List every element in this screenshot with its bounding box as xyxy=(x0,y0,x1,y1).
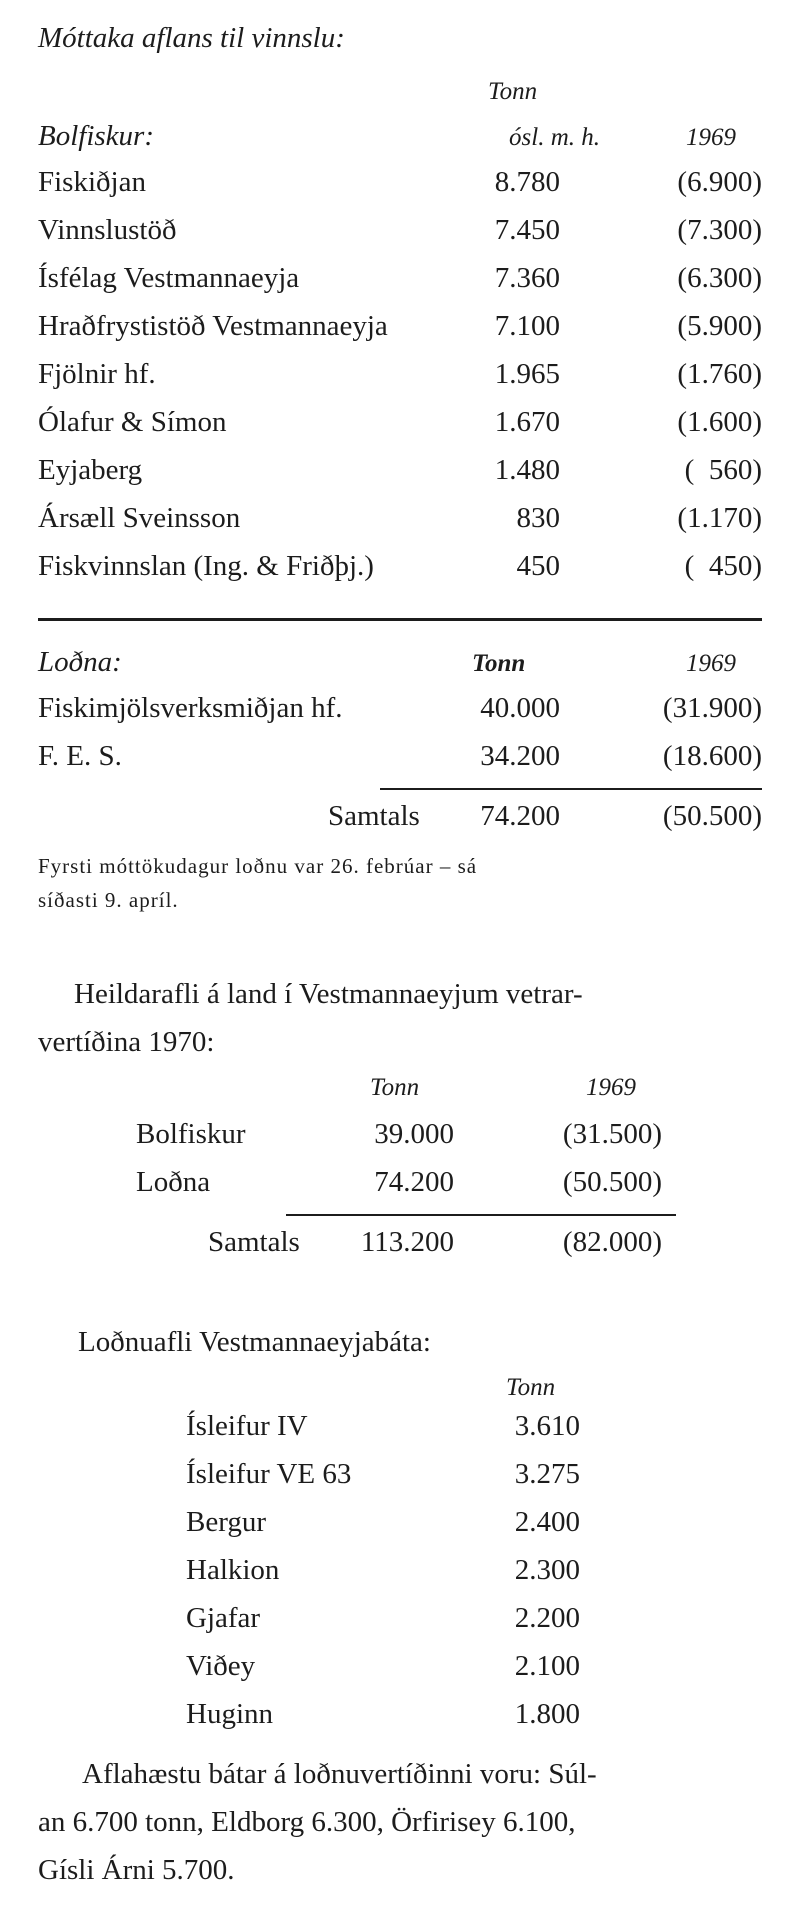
row-tonn: 7.450 xyxy=(494,214,560,246)
row-tonn: 1.800 xyxy=(514,1698,580,1730)
sub-header: ósl. m. h. xyxy=(509,124,600,151)
unit-header: Tonn xyxy=(472,650,526,677)
row-name: Ísleifur IV xyxy=(186,1410,308,1442)
row-tonn: 74.200 xyxy=(374,1166,454,1198)
row-name: Vinnslustöð xyxy=(38,214,177,246)
row-tonn: 40.000 xyxy=(480,692,560,724)
row-name: Bergur xyxy=(186,1506,267,1538)
year-header: 1969 xyxy=(686,124,736,151)
row-name: Fiskvinnslan (Ing. & Friðþj.) xyxy=(38,550,374,582)
row-tonn: 2.100 xyxy=(514,1650,580,1682)
row-tonn: 1.965 xyxy=(494,358,560,390)
section-title: Loðnuafli Vestmannaeyjabáta: xyxy=(78,1326,431,1358)
row-name: Bolfiskur xyxy=(136,1118,246,1150)
unit-header: Tonn xyxy=(488,78,538,105)
note-line: síðasti 9. apríl. xyxy=(38,888,179,912)
row-prev: (1.760) xyxy=(677,358,762,390)
unit-header: Tonn xyxy=(370,1074,420,1101)
row-name: Ísfélag Vestmannaeyja xyxy=(38,262,300,294)
row-name: Fiskiðjan xyxy=(38,166,146,198)
row-tonn: 34.200 xyxy=(480,740,560,772)
intro-line: vertíðina 1970: xyxy=(38,1026,215,1058)
row-prev: (7.300) xyxy=(677,214,762,246)
row-name: Hraðfrystistöð Vestmannaeyja xyxy=(38,310,388,342)
row-tonn: 1.670 xyxy=(494,406,560,438)
row-tonn: 8.780 xyxy=(494,166,560,198)
row-name: Viðey xyxy=(186,1650,256,1682)
note-line: Fyrsti móttökudagur loðnu var 26. febrúar – sá xyxy=(38,854,478,878)
total-label: Samtals xyxy=(328,800,420,832)
row-prev: (6.300) xyxy=(677,262,762,294)
total-rule xyxy=(286,1214,676,1216)
row-name: Ársæll Sveinsson xyxy=(38,502,241,534)
total-label: Samtals xyxy=(208,1226,300,1258)
row-prev: ( 450) xyxy=(684,550,762,582)
total-tonn: 74.200 xyxy=(480,800,560,832)
row-tonn: 39.000 xyxy=(374,1118,454,1150)
row-name: Fiskimjölsverksmiðjan hf. xyxy=(38,692,343,724)
row-prev: (6.900) xyxy=(677,166,762,198)
row-prev: (1.170) xyxy=(677,502,762,534)
row-tonn: 450 xyxy=(516,550,560,582)
intro-line: Heildarafli á land í Vestmannaeyjum vetrar- xyxy=(74,978,583,1010)
row-tonn: 7.100 xyxy=(494,310,560,342)
row-prev: (1.600) xyxy=(677,406,762,438)
row-prev: (5.900) xyxy=(677,310,762,342)
group-label-lodna: Loðna: xyxy=(38,646,122,678)
row-prev: (18.600) xyxy=(662,740,762,772)
row-name: F. E. S. xyxy=(38,740,122,772)
row-prev: (50.500) xyxy=(562,1166,662,1198)
total-rule xyxy=(380,788,762,790)
row-prev: ( 560) xyxy=(684,454,762,486)
row-prev: (31.900) xyxy=(662,692,762,724)
row-name: Loðna xyxy=(136,1166,211,1198)
closing-line: an 6.700 tonn, Eldborg 6.300, Örfirisey 6.100, xyxy=(38,1806,576,1838)
row-name: Huginn xyxy=(186,1698,273,1730)
row-tonn: 3.275 xyxy=(514,1458,580,1490)
row-prev: (31.500) xyxy=(562,1118,662,1150)
row-tonn: 2.200 xyxy=(514,1602,580,1634)
closing-line: Gísli Árni 5.700. xyxy=(38,1854,235,1886)
year-header: 1969 xyxy=(686,650,736,677)
total-prev: (50.500) xyxy=(662,800,762,832)
year-header: 1969 xyxy=(586,1074,636,1101)
row-name: Eyjaberg xyxy=(38,454,143,486)
group-label-bolfiskur: Bolfiskur: xyxy=(38,120,154,152)
unit-header: Tonn xyxy=(506,1374,556,1401)
row-tonn: 2.300 xyxy=(514,1554,580,1586)
section-divider xyxy=(38,618,762,621)
row-name: Gjafar xyxy=(186,1602,261,1634)
row-name: Ólafur & Símon xyxy=(38,406,227,438)
row-name: Fjölnir hf. xyxy=(38,358,156,390)
row-tonn: 3.610 xyxy=(514,1410,580,1442)
total-prev: (82.000) xyxy=(562,1226,662,1258)
row-name: Halkion xyxy=(186,1554,280,1586)
row-tonn: 1.480 xyxy=(494,454,560,486)
total-tonn: 113.200 xyxy=(360,1226,454,1258)
section-title: Móttaka aflans til vinnslu: xyxy=(38,22,345,54)
closing-line: Aflahæstu bátar á loðnuvertíðinni voru: Súl- xyxy=(82,1758,597,1790)
row-name: Ísleifur VE 63 xyxy=(186,1458,352,1490)
row-tonn: 2.400 xyxy=(514,1506,580,1538)
row-tonn: 830 xyxy=(516,502,560,534)
row-tonn: 7.360 xyxy=(494,262,560,294)
